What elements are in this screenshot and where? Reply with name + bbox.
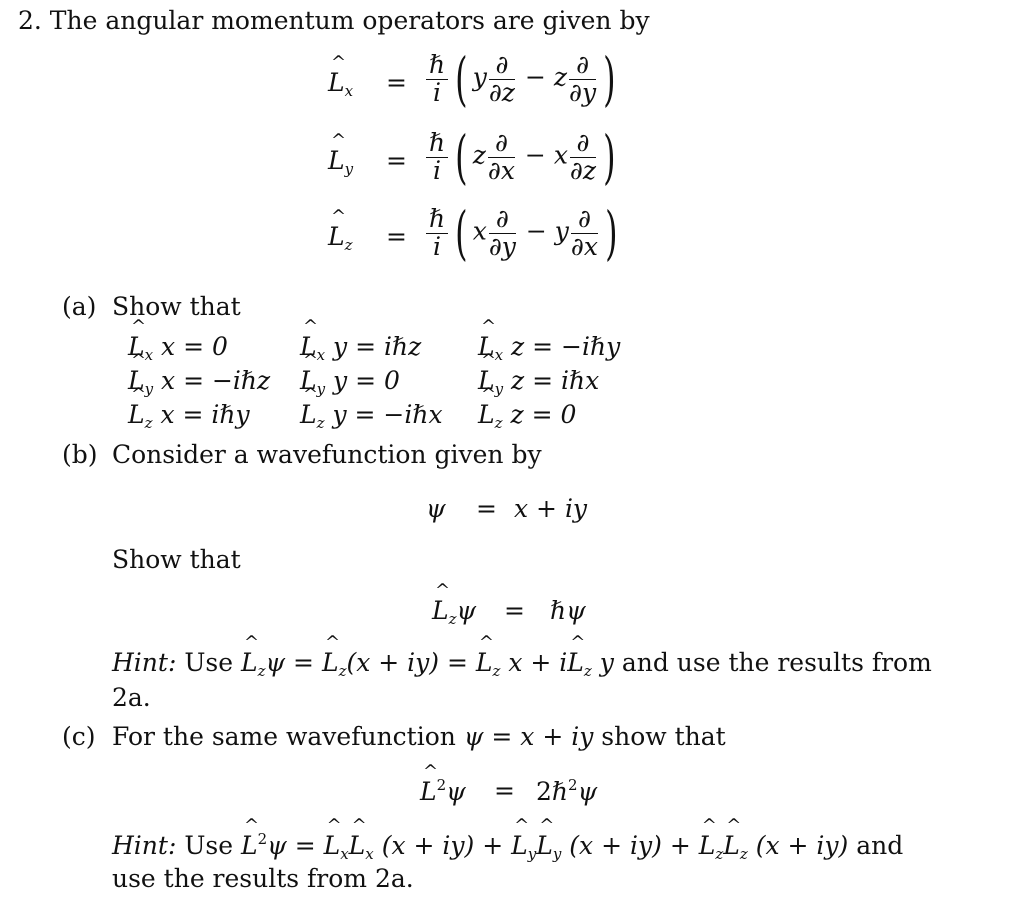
- commutator-cell: ^ $L_z$ y = −iℏx: [300, 400, 443, 432]
- commutator-cell: ^ $L_x$ x = 0: [128, 332, 228, 364]
- part-b-hint: Hint: Use ^ $L_z\psi$ = ^ $L_z(x + iy)$ = ^ $L_z$ x + i^ $L_z$ y and use the results from: [112, 648, 932, 680]
- operator-lhs: ^ $L_y$: [328, 146, 353, 178]
- problem-intro: 2. The angular momentum operators are given by: [18, 6, 650, 35]
- commutator-cell: ^ $L_z$ z = 0: [478, 400, 576, 432]
- commutator-cell: ^ $L_z$ x = iℏy: [128, 400, 250, 432]
- part-c-hint-line2: use the results from 2a.: [112, 864, 414, 893]
- operator-equals: =: [386, 68, 407, 97]
- part-c-result-eq: =: [494, 776, 515, 805]
- part-b-result-eq: =: [504, 596, 525, 625]
- part-b-text: Consider a wavefunction given by: [112, 440, 542, 469]
- operator-lhs: ^ $L_x$: [328, 68, 353, 100]
- part-b-psi-eq: =: [476, 494, 497, 523]
- operator-lhs: ^ $L_z$: [328, 222, 353, 254]
- commutator-cell: ^ $L_y$ y = 0: [300, 366, 400, 398]
- part-c-text: For the same wavefunction ψ = x + iy show that: [112, 722, 726, 751]
- part-b-label: (b): [62, 440, 98, 469]
- operator-equals: =: [386, 146, 407, 175]
- commutator-cell: ^ $L_x$ y = iℏz: [300, 332, 421, 364]
- part-c-hint: Hint: Use ^ $L^2\psi$ = ^ $L_x\^{}$ $L_x$ (x + iy) + ^ $L_y\^{}$ $L_y$ (x + iy) + ^ $L_z\^{}$ $L_z$ (x + iy) and: [112, 830, 903, 863]
- part-b-psi-rhs: x + iy: [514, 494, 588, 523]
- operator-rhs: $\frac{\text{ℏ}}{i}$ ( y $\frac{\partial}{\partial z}$ − z $\frac{\partial}{\partial y}$ ): [424, 50, 621, 108]
- operator-rhs: $\frac{\text{ℏ}}{i}$ ( x $\frac{\partial}{\partial y}$ − y $\frac{\partial}{\partial x}$ ): [424, 204, 623, 262]
- part-b-result-rhs: ℏψ: [550, 596, 586, 625]
- commutator-cell: ^ $L_y$ x = −iℏz: [128, 366, 270, 398]
- part-b-show: Show that: [112, 545, 241, 574]
- part-b-hint-line2: 2a.: [112, 683, 151, 712]
- commutator-cell: ^ $L_y$ z = iℏx: [478, 366, 599, 398]
- part-c-result-rhs: 2ℏ$^2$ψ: [536, 776, 598, 806]
- commutator-cell: ^ $L_x$ z = −iℏy: [478, 332, 620, 364]
- part-a-text: Show that: [112, 292, 241, 321]
- operator-rhs: $\frac{\text{ℏ}}{i}$ ( z $\frac{\partial}{\partial x}$ − x $\frac{\partial}{\partial z}$ ): [424, 128, 621, 186]
- part-a-label: (a): [62, 292, 97, 321]
- operator-equals: =: [386, 222, 407, 251]
- part-b-psi-lhs: ψ: [426, 494, 446, 523]
- part-c-label: (c): [62, 722, 96, 751]
- part-c-result: ^ $L^2\psi$: [420, 776, 466, 806]
- part-b-result: ^ $L_z\psi$: [432, 596, 476, 628]
